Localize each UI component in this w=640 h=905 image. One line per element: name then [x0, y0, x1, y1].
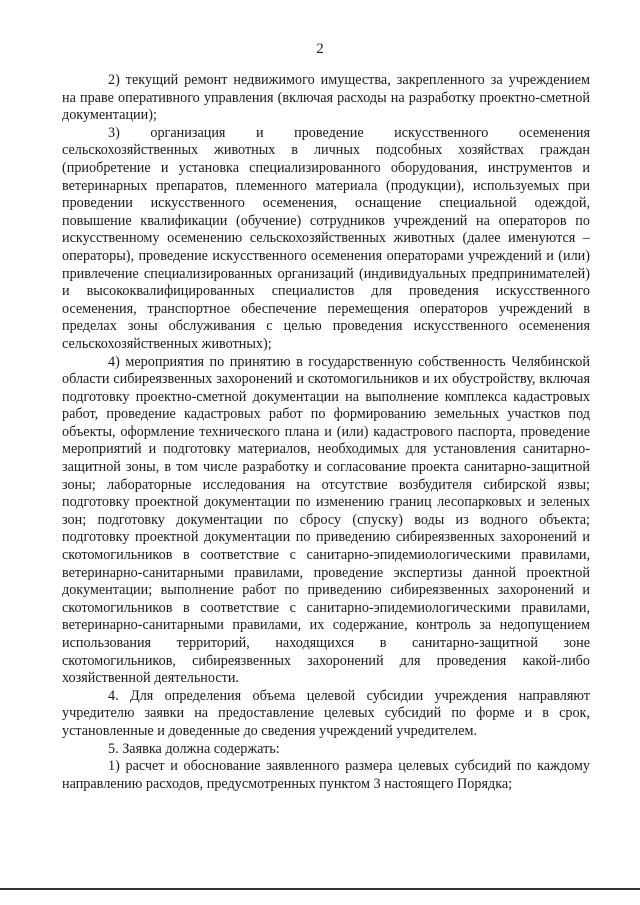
paragraph-item-3-artificial-insemination: 3) организация и проведение искусственного осеменения сельскохозяйственных животных в личных подсобных хозяйствах граждан (приобретение и установка специализированного оборудования, инструментов и ветеринарных препаратов, племенного материала (продукции), используемых при проведении искусственного осеменения, оснащение специальной одеждой, повышение квалификации (обучение) сотрудников учреждений на операторов по искусственному осеменению сельскохозяйственных животных (далее именуются – операторы), проведение искусственного осеменения операторами учреждений и (или) привлечение специализированных организаций (индивидуальных предпринимателей) и высококвалифицированных специалистов для проведения искусственного осеменения, транспортное обеспечение перемещения операторов учреждений в пределах зоны обслуживания с целью проведения искусственного осеменения сельскохозяйственных животных);: [62, 124, 590, 352]
page-number: 2: [316, 41, 324, 57]
paragraph-item-4-burial-sites: 4) мероприятия по принятию в государственную собственность Челябинской области сибиреязвенных захоронений и скотомогильников и их обустройству, включая подготовку проектно-сметной документации на выполнение комплекса кадастровых работ, проведение кадастровых работ по формированию земельных участков под объекты, оформление технического плана и (или) кадастрового паспорта, проведение мероприятий и подготовку материалов, необходимых для установления санитарно-защитной зоны, в том числе разработку и согласование проекта санитарно-защитной зоны; лабораторные исследования на отсутствие возбудителя сибирской язвы; подготовку проектной документации по изменению границ лесопарковых и зеленых зон; подготовку документации по сбросу (спуску) воды из водного объекта; подготовку проектной документации по приведению сибиреязвенных захоронений и скотомогильников в соответствие с санитарно-эпидемиологическими правилами, ветеринарно-санитарными правилами, проведение экспертизы данной проектной документации; выполнение работ по приведению сибиреязвенных захоронений и скотомогильников в соответствие с санитарно-эпидемиологическими правилами, ветеринарно-санитарными правилами, их содержание, контроль за недопущением использования территорий, находящихся в санитарно-защитной зоне скотомогильников, сибиреязвенных захоронений для проведения какой-либо хозяйственной деятельности.: [62, 353, 590, 687]
paragraph-subitem-1-calculation: 1) расчет и обоснование заявленного размера целевых субсидий по каждому направлению расходов, предусмотренных пунктом 3 настоящего Порядка;: [62, 758, 590, 792]
paragraph-clause-4-subsidy-volume: 4. Для определения объема целевой субсидии учреждения направляют учредителю заявки на предоставление целевых субсидий по форме и в срок, установленные и доведенные до сведения учреждений учредителем.: [62, 687, 590, 739]
paragraph-clause-5-application-contents: 5. Заявка должна содержать:: [108, 740, 280, 757]
bottom-divider: [0, 888, 640, 890]
paragraph-item-2-current-repair: 2) текущий ремонт недвижимого имущества, закрепленного за учреждением на праве оперативного управления (включая расходы на разработку проектно-сметной документации);: [62, 72, 590, 124]
document-body: [62, 72, 590, 793]
